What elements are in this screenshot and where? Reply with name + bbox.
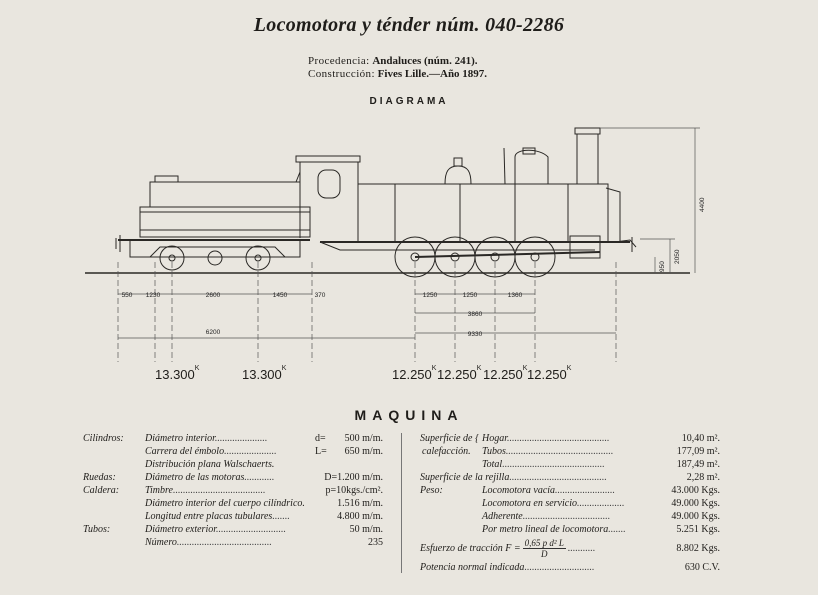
- cat-caldera: Caldera:: [83, 485, 120, 496]
- dim-1230: 1230: [145, 292, 161, 299]
- loco-driving-wheel: [451, 253, 459, 261]
- length-dimensions: [118, 262, 616, 362]
- tender: [116, 172, 310, 270]
- val-diam-interior: 500 m/m.: [344, 433, 383, 444]
- spec-numero: Número......................................: [145, 537, 272, 548]
- dim-1360: 1360: [507, 292, 523, 299]
- axle-load-1: $13.300^K$: [155, 365, 200, 382]
- axle-load-6: $12.250^K$: [527, 365, 572, 382]
- spec-tubos: Tubos...........................................: [482, 446, 614, 457]
- dim-1450: 1450: [272, 292, 288, 299]
- dim-6200: 6200: [205, 329, 221, 336]
- procedencia-label: Procedencia:: [308, 55, 370, 67]
- dim-1250b: 1250: [462, 292, 478, 299]
- spec-diam-motoras: Diámetro de las motoras............: [145, 472, 275, 483]
- spec-loco-servicio: Locomotora en servicio...................: [482, 498, 625, 509]
- axle-load-5: $12.250^K$: [483, 365, 528, 382]
- page-title: Locomotora y ténder núm. 040-2286: [253, 14, 565, 36]
- column-divider: [401, 433, 402, 573]
- origin-info: [308, 55, 487, 81]
- val-diam-exterior: 50 m/m.: [349, 524, 383, 535]
- machine-heading: MAQUINA: [354, 407, 464, 423]
- spec-hogar: Hogar.........................................: [482, 433, 610, 444]
- val-loco-vacia: 43.000 Kgs.: [671, 485, 720, 496]
- val-potencia: 630 C.V.: [684, 562, 720, 573]
- sym-l: L=: [315, 446, 327, 457]
- tender-wheel: [255, 255, 261, 261]
- spec-diam-exterior: Diámetro exterior............................: [145, 524, 287, 535]
- spec-rejilla: Superficie de la rejilla.......................................: [420, 472, 607, 483]
- val-longitud-placas: 4.800 m/m.: [337, 511, 383, 522]
- diagram-heading: DIAGRAMA: [369, 96, 449, 107]
- cat-tubos: Tubos:: [83, 524, 111, 535]
- dim-550: 550: [121, 292, 133, 299]
- construccion-label: Construcción:: [308, 68, 375, 80]
- spec-por-metro: Por metro lineal de locomotora.......: [482, 524, 626, 535]
- axle-loads: [0, 367, 818, 391]
- axle-load-2: $13.300^K$: [242, 365, 287, 382]
- dim-9330: 9330: [467, 331, 483, 338]
- cat-calefaccion: calefacción.: [422, 446, 471, 457]
- construccion-value: Fives Lille.—Año 1897.: [377, 68, 488, 80]
- spec-longitud-placas: Longitud entre placas tubulares.......: [145, 511, 290, 522]
- tender-wheel: [169, 255, 175, 261]
- spec-timbre: Timbre.....................................: [145, 485, 266, 496]
- spec-diam-interior: Diámetro interior.....................: [145, 433, 268, 444]
- val-diam-motoras: D=1.200 m/m.: [324, 472, 383, 483]
- spec-distribucion: Distribución plana Walschaerts.: [145, 459, 275, 470]
- cat-superficie-de: Superficie de {: [420, 433, 479, 444]
- dim-3860: 3860: [467, 311, 483, 318]
- traction-formula: $\frac{\text{0,65 p d² L}}{D}$: [524, 538, 564, 560]
- axle-load-4: $12.250^K$: [437, 365, 482, 382]
- cat-cilindros: Cilindros:: [83, 433, 124, 444]
- cat-peso: Peso:: [420, 485, 443, 496]
- spec-carrera: Carrera del émbolo.....................: [145, 446, 277, 457]
- dim-2050: 2050: [674, 249, 681, 264]
- cat-ruedas: Ruedas:: [83, 472, 116, 483]
- val-numero: 235: [368, 537, 383, 548]
- val-rejilla: 2,28 m².: [686, 472, 720, 483]
- tender-wheel: [208, 251, 222, 265]
- spec-potencia: Potencia normal indicada............................: [420, 562, 595, 573]
- val-tubos: 177,09 m².: [676, 446, 720, 457]
- spec-total: Total.........................................: [482, 459, 605, 470]
- val-adherente: 49.000 Kgs.: [671, 511, 720, 522]
- dim-370: 370: [314, 292, 326, 299]
- val-timbre: p=10kgs./cm².: [325, 485, 383, 496]
- val-hogar: 10,40 m².: [681, 433, 720, 444]
- val-diam-cuerpo: 1.516 m/m.: [337, 498, 383, 509]
- val-carrera: 650 m/m.: [344, 446, 383, 457]
- dim-4400: 4400: [699, 197, 706, 212]
- val-loco-servicio: 49.000 Kgs.: [671, 498, 720, 509]
- spec-diam-cuerpo: Diámetro interior del cuerpo cilíndrico.: [145, 498, 305, 509]
- dim-950: 950: [659, 261, 666, 272]
- dim-1250a: 1250: [422, 292, 438, 299]
- sym-d: d=: [315, 433, 326, 444]
- procedencia-value: Andaluces (núm. 241).: [372, 55, 478, 67]
- height-dimensions: [600, 128, 700, 273]
- dim-2600: 2600: [205, 292, 221, 299]
- spec-adherente: Adherente...................................: [482, 511, 611, 522]
- spec-esfuerzo: Esfuerzo de tracción F = $\frac{\text{0,65 p d² L}}{D}$ ...........: [420, 538, 596, 560]
- axle-load-3: $12.250^K$: [392, 365, 437, 382]
- val-esfuerzo: 8.802 Kgs.: [676, 543, 720, 554]
- val-por-metro: 5.251 Kgs.: [676, 524, 720, 535]
- val-total: 187,49 m².: [676, 459, 720, 470]
- locomotive: [296, 128, 636, 277]
- spec-loco-vacia: Locomotora vacía........................: [482, 485, 616, 496]
- locomotive-diagram: [0, 112, 818, 367]
